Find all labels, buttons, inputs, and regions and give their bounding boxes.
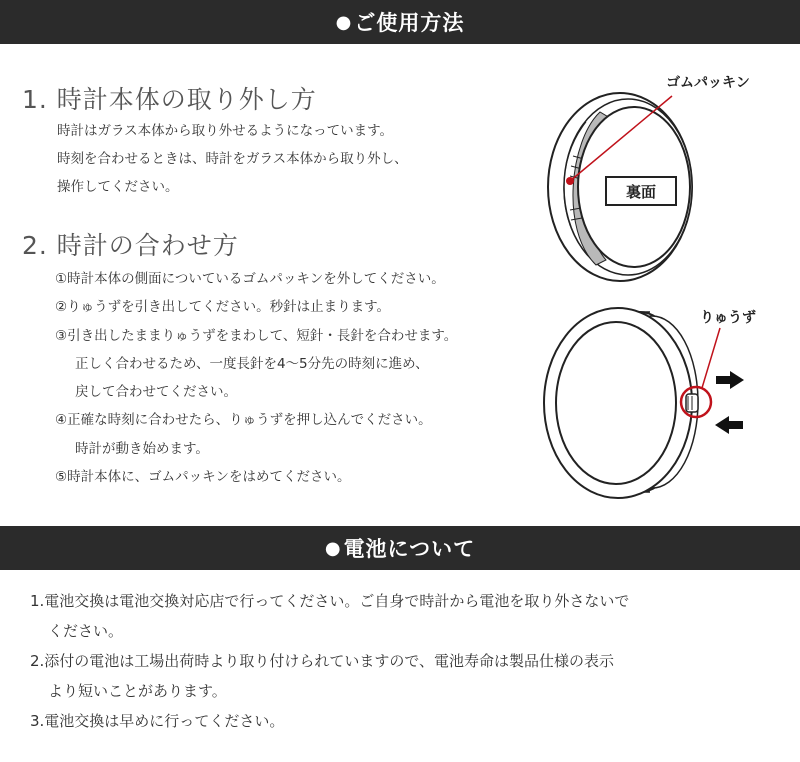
battery-line: ください。 (48, 622, 124, 640)
gasket-label: ゴムパッキン (666, 75, 750, 91)
clock-side-diagram (544, 308, 756, 498)
time-setting-steps (55, 265, 457, 491)
step-line: 時計が動き始めます。 (75, 440, 209, 457)
back-label: 裏面 (625, 183, 657, 201)
right-arrow-icon (716, 371, 744, 389)
heading-remove-clock: 1. 時計本体の取り外し方 (22, 85, 317, 114)
step-line: 戻して合わせてください。 (75, 384, 237, 401)
step-line: 正しく合わせるため、一度長針を4〜5分先の時刻に進め、 (75, 355, 429, 372)
section-header-usage (0, 0, 800, 44)
step-line: ④正確な時刻に合わせたら、りゅうずを押し込んでください。 (55, 412, 432, 429)
left-arrow-icon (715, 416, 743, 434)
section-title-usage: ご使用方法 (354, 11, 465, 35)
clock-back-diagram (548, 75, 750, 281)
section-header-battery (0, 526, 800, 570)
step-line: ②りゅうずを引き出してください。秒針は止まります。 (55, 299, 391, 316)
step-line: ①時計本体の側面についているゴムパッキンを外してください。 (55, 271, 445, 287)
step-line: ⑤時計本体に、ゴムパッキンをはめてください。 (55, 469, 351, 486)
battery-line: 3.電池交換は早めに行ってください。 (30, 712, 285, 730)
section-title-battery: 電池について (343, 537, 476, 561)
bullet-dot: ● (335, 11, 353, 33)
battery-line: より短いことがあります。 (48, 682, 227, 700)
crown-label: りゅうず (700, 310, 756, 326)
battery-line: 1.電池交換は電池交換対応店で行ってください。ご自身で時計から電池を取り外さないで (30, 592, 630, 610)
battery-line: 2.添付の電池は工場出荷時より取り付けられていますので、電池寿命は製品仕様の表示 (30, 652, 615, 670)
clock-illustration (530, 60, 790, 510)
remove-line: 操作してください。 (57, 179, 179, 195)
battery-notes (30, 586, 629, 736)
remove-line: 時刻を合わせるときは、時計をガラス本体から取り外し、 (57, 151, 408, 167)
remove-line: 時計はガラス本体から取り外せるようになっています。 (57, 123, 394, 139)
bullet-dot: ● (324, 537, 342, 559)
step-line: ③引き出したままりゅうずをまわして、短針・長針を合わせます。 (55, 327, 458, 344)
heading-set-time: 2. 時計の合わせ方 (22, 231, 239, 260)
remove-instructions (57, 117, 408, 201)
